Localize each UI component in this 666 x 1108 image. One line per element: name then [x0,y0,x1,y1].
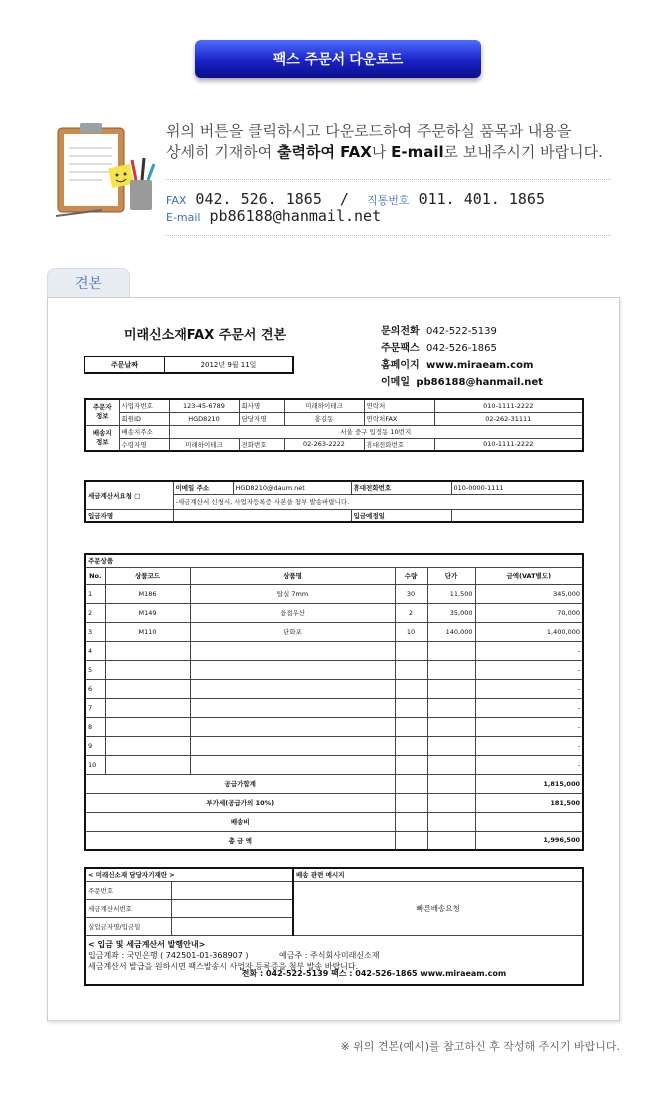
cell [395,698,427,717]
cell [171,881,293,899]
table-row [85,603,583,622]
cell: M110 [105,622,190,641]
products-column-header: 금액(VAT별도) [475,567,583,584]
cell: 미래하이테크 [169,438,239,451]
cell [395,660,427,679]
table-row [85,755,583,774]
payment-guide-heading: < 입금 및 세금계산서 발행안내> [88,939,206,949]
table-row [85,660,583,679]
cell [395,812,427,831]
cell: 휴대전화번호 [364,438,434,451]
table-row [85,736,583,755]
cell: M149 [105,603,190,622]
cell: 30 [395,584,427,603]
table-row [85,584,583,603]
cell [427,698,475,717]
cell: 6 [85,679,105,698]
orderer-table [84,398,584,452]
cell: 수령자명 [119,438,169,451]
cell: 홍길동 [284,412,364,425]
divider-bottom [166,235,611,236]
cell [395,831,427,850]
fax-order-download-button[interactable] [195,40,481,78]
cell: 회사명 [239,399,284,412]
divider-top [166,179,611,180]
cell: 배송비 [85,812,395,831]
tax-invoice-note: -세금계산서 신청시, 사업자등록증 사본을 첨부 발송바랍니다. [173,494,583,509]
form-footer: 전화 : 042-522-5139 팩스 : 042-526-1865 www.miraeam.com [241,969,507,978]
instructions-line-2 [166,142,606,163]
tax-invoice-table [84,480,584,523]
cell: 10 [85,755,105,774]
cell: 입금자명 [85,509,173,522]
cell: 123-45-6789 [169,399,239,412]
instructions-line-2e: 로 보내주시기 바랍니다. [443,143,603,161]
cell: 1,815,000 [475,774,583,793]
sample-tab: 견본 [47,268,130,298]
cell: 2 [395,603,427,622]
cell [105,736,190,755]
cell: 서울 중구 입정동 10번지 [169,425,583,438]
cell: 미래하이테크 [284,399,364,412]
cell [427,736,475,755]
cell: 1 [85,584,105,603]
cell: 실입금자명/입금일 [85,917,171,935]
contact-email-label: 이메일 [381,377,410,388]
cell [190,736,395,755]
cell: 전화번호 [239,438,284,451]
cell: 이메일 주소 [173,481,233,494]
products-column-header: No. [85,567,105,584]
email-address: pb86188@hanmail.net [209,207,382,225]
cell: 02-262-31111 [434,412,583,425]
cell: 35,000 [427,603,475,622]
cell [427,793,475,812]
contact-separator: / [339,190,349,208]
account-holder: 예금주 : 주식회사미래신소재 [279,950,380,960]
cell [105,717,190,736]
bank-account: 입금계좌 : 국민은행 ( 742501-01-368907 ) [88,950,249,960]
direct-number: 011. 401. 1865 [418,190,545,208]
table-row [85,622,583,641]
cell: HGD8210@daum.net [233,481,351,494]
products-column-header: 상품코드 [105,567,190,584]
direct-label: 직통번호 [367,194,410,207]
order-date-box [84,356,294,374]
contact-fax-value: 042-526-1865 [426,343,497,354]
cell: 회원ID [119,412,169,425]
download-button-label-b: 다운로드 [349,52,404,68]
cell: 010-1111-2222 [434,438,583,451]
products-column-header: 단가 [427,567,475,584]
cell [395,774,427,793]
cell: HGD8210 [169,412,239,425]
cell: 부가세(공급가의 10%) [85,793,395,812]
delivery-group-label: 배송지 정보 [85,425,119,451]
form-title: 미래신소재FAX 주문서 견본 [124,328,287,343]
bottom-note: ※ 위의 견본(예시)를 참고하신 후 작성해 주시기 바랍니다. [340,1040,620,1053]
cell: 345,000 [475,584,583,603]
fax-label: FAX [166,194,187,207]
table-row [85,717,583,736]
cell [395,679,427,698]
cell: 9 [85,736,105,755]
email-contact [166,207,381,225]
cell: 02-263-2222 [284,438,364,451]
table-row [85,679,583,698]
cell: 융접우산 [190,603,395,622]
clipboard-icon [52,120,162,220]
cell: 8 [85,717,105,736]
download-button-label-a: 팩스 주문서 [272,52,346,68]
cell: 휴대전화번호 [351,481,451,494]
cell [395,755,427,774]
cell: 공급가합계 [85,774,395,793]
totals-row [85,831,583,850]
cell: 연락처FAX [364,412,434,425]
fax-number: 042. 526. 1865 [195,190,322,208]
instructions-line-2b: 출력하여 FAX [276,143,372,161]
cell [395,793,427,812]
cell [190,679,395,698]
cell: 1,996,500 [475,831,583,850]
cell: 입금예정일 [351,509,451,522]
cell [105,679,190,698]
cell [427,717,475,736]
orderer-group-label: 주문자 정보 [85,399,119,425]
cell: 5 [85,660,105,679]
cell: 사업자번호 [119,399,169,412]
contact-fax-label: 주문팩스 [381,343,420,354]
cell [451,509,583,522]
contact-phone-label: 문의전화 [381,326,420,337]
cell [427,660,475,679]
contact-phone [381,323,543,340]
delivery-message-heading: 배송 관련 메시지 [293,868,583,881]
products-column-header: 상품명 [190,567,395,584]
cell: - [475,698,583,717]
contact-homepage [381,357,543,374]
cell [171,899,293,917]
cell: - [475,755,583,774]
payment-guide-line2: 세금계산서 발급을 원하시면 팩스발송시 사업자 등록증을 첨부 발송 바랍니다. [88,961,359,971]
cell: - [475,679,583,698]
cell: - [475,717,583,736]
cell: - [475,736,583,755]
cell [105,698,190,717]
cell: 010-0000-1111 [451,481,583,494]
payment-guide-line1 [88,950,580,961]
cell [105,755,190,774]
cell: 3 [85,622,105,641]
contact-homepage-label: 홈페이지 [381,360,420,371]
cell: 주문번호 [85,881,171,899]
cell: - [475,660,583,679]
cell [427,812,475,831]
order-date-label: 주문날짜 [85,357,165,372]
contact-email [381,374,543,391]
instructions-line-2c: 나 [371,143,392,161]
staff-heading: < 미래신소재 담당자기재란 > [85,868,293,881]
cell [105,660,190,679]
cell [395,641,427,660]
instructions-text [166,121,606,163]
cell: 4 [85,641,105,660]
cell [190,698,395,717]
table-row [85,698,583,717]
table-row [85,641,583,660]
cell: 세금계산서번호 [85,899,171,917]
cell [395,736,427,755]
cell: 단화포 [190,622,395,641]
contact-homepage-value: www.miraeam.com [426,360,534,371]
cell [475,812,583,831]
contact-email-value: pb86188@hanmail.net [416,377,543,388]
instructions-line-2d: E-mail [391,143,444,161]
cell: - [475,641,583,660]
cell: 010-1111-2222 [434,399,583,412]
cell [173,509,351,522]
cell [427,679,475,698]
products-table [84,553,584,851]
cell: 10 [395,622,427,641]
contact-fax [381,340,543,357]
cell: 2 [85,603,105,622]
products-column-header: 수량 [395,567,427,584]
cell [171,917,293,935]
delivery-message: 빠른배송요청 [293,881,583,935]
cell [190,755,395,774]
cell [427,641,475,660]
cell: 7 [85,698,105,717]
cell [427,755,475,774]
cell: 담당자명 [239,412,284,425]
totals-row [85,812,583,831]
order-date-value: 2012년 9월 11일 [200,360,257,369]
cell: 1,400,000 [475,622,583,641]
cell: 총 금 액 [85,831,395,850]
cell: 탑실 7mm [190,584,395,603]
cell: 배송지주소 [119,425,169,438]
cell [190,660,395,679]
totals-row [85,774,583,793]
cell: 11,500 [427,584,475,603]
email-label: E-mail [166,211,201,224]
cell: 70,000 [475,603,583,622]
cell: 140,000 [427,622,475,641]
fax-contact [166,190,545,208]
cell: M186 [105,584,190,603]
tax-invoice-request-label: 세금계산서요청 □ [85,481,173,509]
totals-row [85,793,583,812]
instructions-line-2a: 상세히 기재하여 [166,143,277,161]
form-contact-block [381,323,543,391]
cell [190,641,395,660]
cell [395,717,427,736]
instructions-line-1: 위의 버튼을 클릭하시고 다운로드하여 주문하실 품목과 내용을 [166,122,572,140]
contact-phone-value: 042-522-5139 [426,326,497,337]
cell [105,641,190,660]
cell [427,831,475,850]
cell [190,717,395,736]
cell [427,774,475,793]
cell: 연락처 [364,399,434,412]
products-heading: 주문상품 [85,554,583,567]
cell: 181,500 [475,793,583,812]
